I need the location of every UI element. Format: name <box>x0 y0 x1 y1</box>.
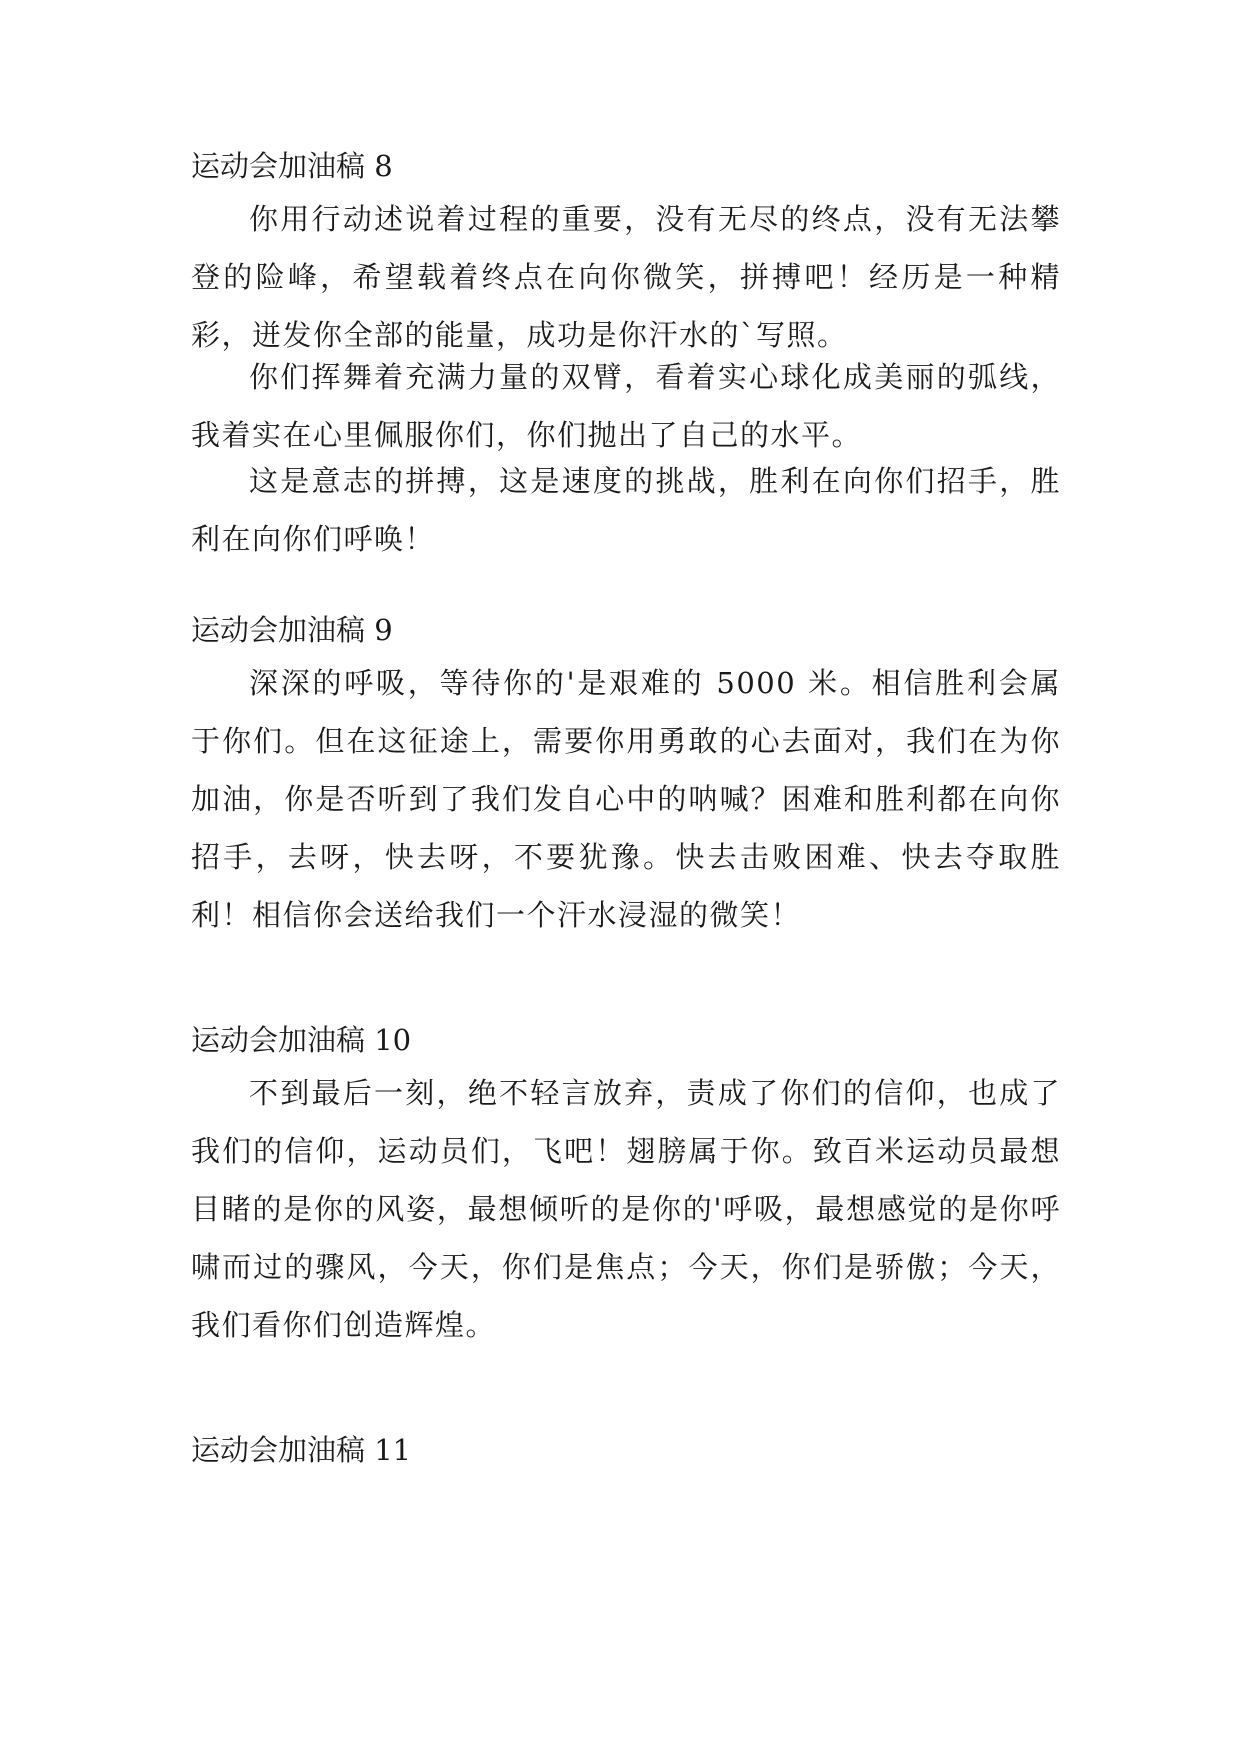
paragraph-10-1: 不到最后一刻，绝不轻言放弃，责成了你们的信仰，也成了我们的信仰，运动员们，飞吧！翅膀属于你。致百米运动员最想目睹的是你的风姿，最想倾听的是你的'呼吸，最想感觉的是你呼啸而过的骤风，今天，你们是焦点；今天，你们是骄傲；今天，我们看你们创造辉煌。 <box>191 1076 1061 1342</box>
section-heading-10: 运动会加油稿 10 <box>191 1023 412 1057</box>
section-heading-8: 运动会加油稿 8 <box>191 149 393 183</box>
paragraph-8-2: 你们挥舞着充满力量的双臂，看着实心球化成美丽的弧线，我着实在心里佩服你们，你们抛出了自己的水平。 <box>191 360 1061 452</box>
paragraph-8-1: 你用行动述说着过程的重要，没有无尽的终点，没有无法攀登的险峰，希望载着终点在向你微笑，拼搏吧！经历是一种精彩，迸发你全部的能量，成功是你汗水的`写照。 <box>191 202 1061 352</box>
section-heading-11: 运动会加油稿 11 <box>191 1433 412 1467</box>
paragraph-9-1: 深深的呼吸，等待你的'是艰难的 5000 米。相信胜利会属于你们。但在这征途上，需要你用勇敢的心去面对，我们在为你加油，你是否听到了我们发自心中的呐喊？困难和胜利都在向你招手，去呀，快去呀，不要犹豫。快去击败困难、快去夺取胜利！相信你会送给我们一个汗水浸湿的微笑！ <box>191 666 1061 932</box>
paragraph-8-3: 这是意志的拼搏，这是速度的挑战，胜利在向你们招手，胜利在向你们呼唤！ <box>191 464 1061 556</box>
section-heading-9: 运动会加油稿 9 <box>191 613 393 647</box>
